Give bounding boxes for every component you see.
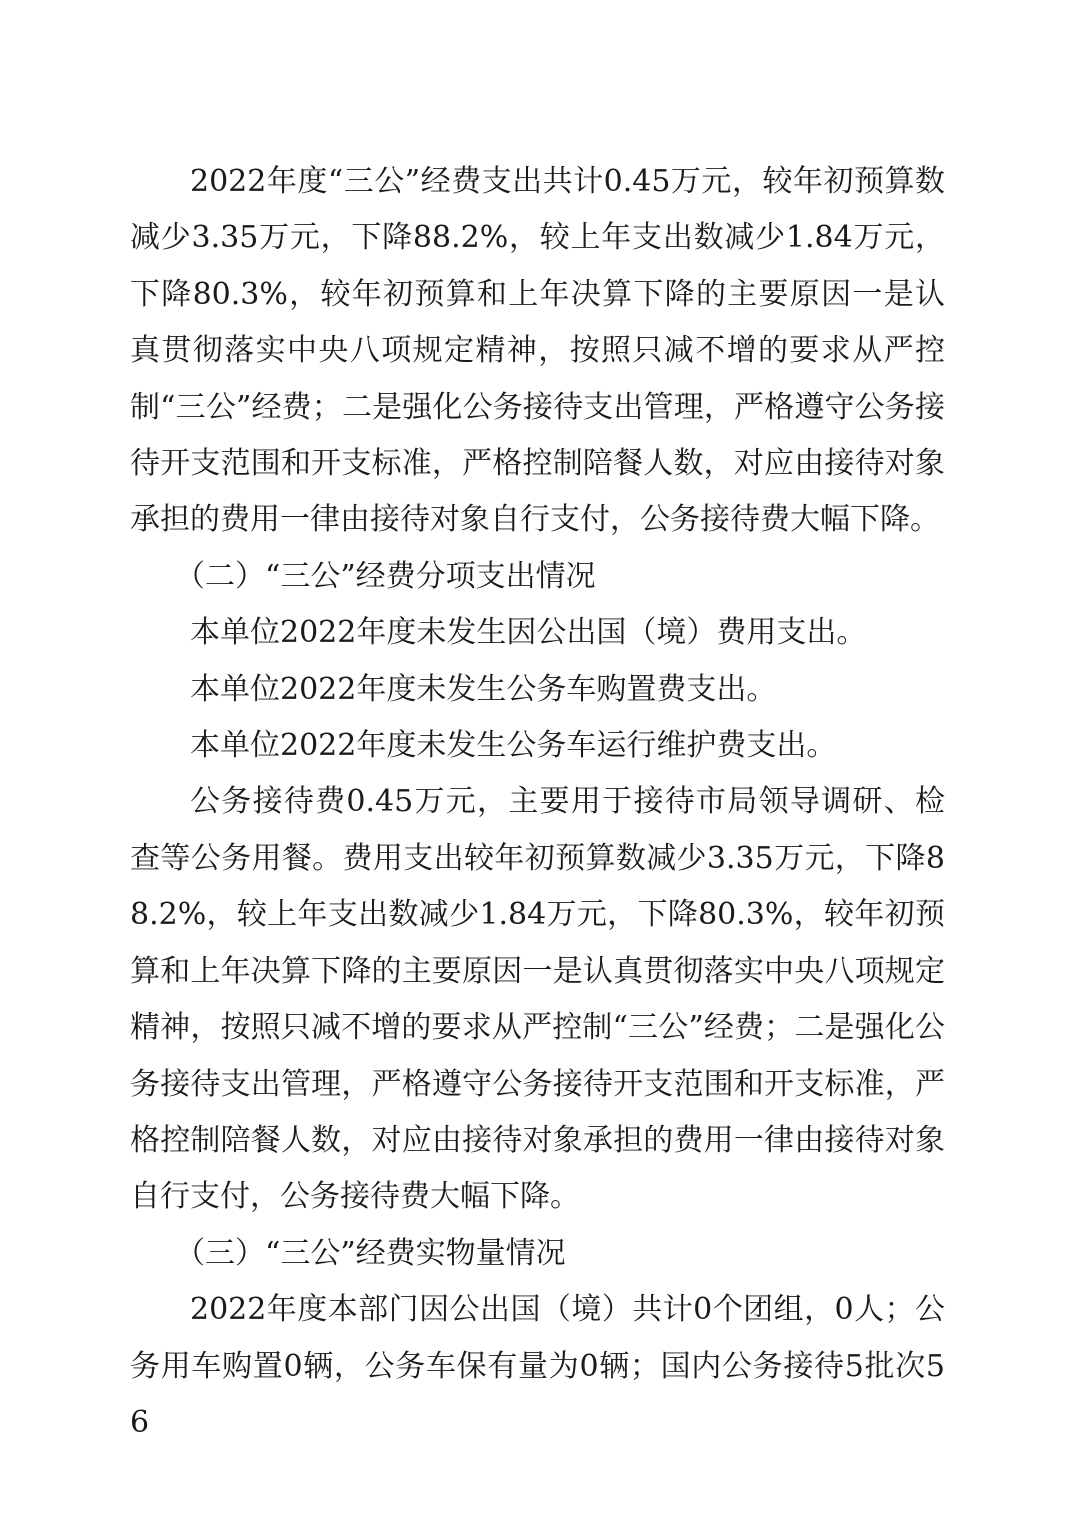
section-heading-itemized: （二）“三公”经费分项支出情况 — [175, 558, 596, 594]
paragraph-reception-expense: 公务接待费0.45万元，主要用于接待市局领导调研、检查等公务用餐。费用支出较年初预算数减少3.35万元，下降88.2%，较上年支出数减少1.84万元，下降80.3%，较年初预算和上年决算下降的主要原因一是认真贯彻落实中央八项规定精神，按照只减不增的要求从严控制“三公”经费；二是强化公务接待支出管理，严格遵守公务接待开支范围和开支标准，严格控制陪餐人数，对应由接待对象承担的费用一律由接待对象自行支付，公务接待费大幅下降。 — [130, 784, 945, 1215]
paragraph-vehicle-maintenance: 本单位2022年度未发生公务车运行维护费支出。 — [190, 728, 837, 764]
document-page — [130, 154, 945, 1451]
paragraph-vehicle-purchase: 本单位2022年度未发生公务车购置费支出。 — [190, 671, 777, 707]
paragraph-physical-quantity: 2022年度本部门因公出国（境）共计0个团组，0人；公务用车购置0辆，公务车保有量为0辆；国内公务接待5批次56 — [130, 1292, 945, 1440]
paragraph-sangong-total: 2022年度“三公”经费支出共计0.45万元，较年初预算数减少3.35万元，下降88.2%，较上年支出数减少1.84万元，下降80.3%，较年初预算和上年决算下降的主要原因一是认真贯彻落实中央八项规定精神，按照只减不增的要求从严控制“三公”经费；二是强化公务接待支出管理，严格遵守公务接待开支范围和开支标准，严格控制陪餐人数，对应由接待对象承担的费用一律由接待对象自行支付，公务接待费大幅下降。 — [130, 164, 945, 538]
section-heading-physical-quantity: （三）“三公”经费实物量情况 — [175, 1235, 566, 1271]
paragraph-overseas-travel: 本单位2022年度未发生因公出国（境）费用支出。 — [190, 615, 867, 651]
